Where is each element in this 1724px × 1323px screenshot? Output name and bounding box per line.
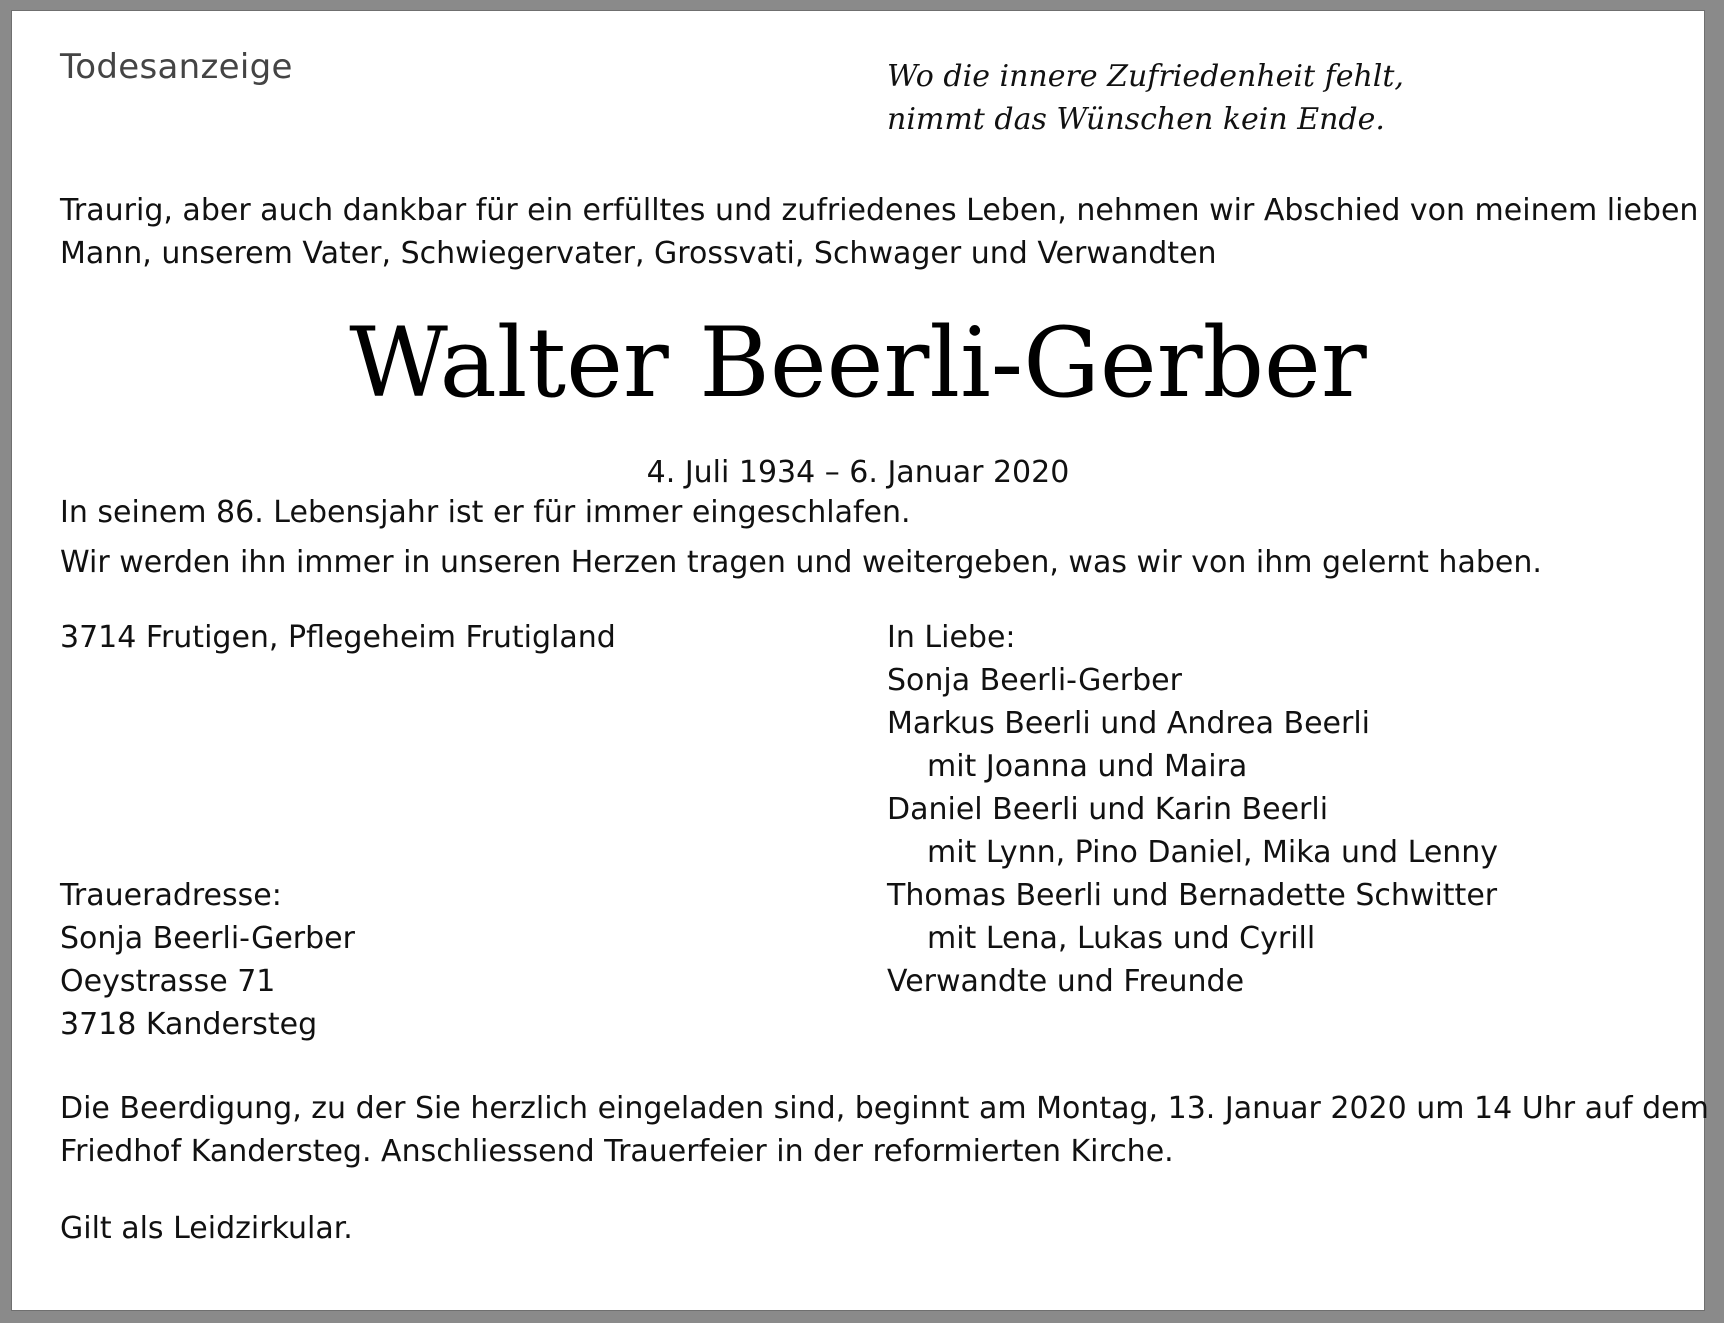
mourner-line: Markus Beerli und Andrea Beerli xyxy=(887,706,1371,741)
notice-heading: Todesanzeige xyxy=(60,47,293,87)
mourners-list xyxy=(887,616,1498,1003)
mourner-line: Daniel Beerli und Karin Beerli xyxy=(887,792,1329,827)
life-dates: 4. Juli 1934 – 6. Januar 2020 xyxy=(646,455,1070,490)
statements-second xyxy=(60,541,1542,584)
address-label: Traueradresse: xyxy=(60,878,282,913)
address-name: Sonja Beerli-Gerber xyxy=(60,921,355,956)
funeral-info xyxy=(60,1087,1709,1173)
statement-line-2: Wir werden ihn immer in unseren Herzen tragen und weitergeben, was wir von ihm gelernt haben. xyxy=(60,545,1542,580)
mourners-label: In Liebe: xyxy=(887,620,1016,655)
place-line: 3714 Frutigen, Pflegeheim Frutigland xyxy=(60,620,616,655)
mourner-line: Thomas Beerli und Bernadette Schwitter xyxy=(887,878,1498,913)
intro-paragraph xyxy=(60,189,1699,275)
mourner-line: mit Joanna und Maira xyxy=(927,749,1248,784)
funeral-line-1: Die Beerdigung, zu der Sie herzlich eingeladen sind, beginnt am Montag, 13. Januar 2020 um 14 Uhr auf dem xyxy=(60,1091,1709,1126)
intro-line-1: Traurig, aber auch dankbar für ein erfülltes und zufriedenes Leben, nehmen wir Abschied von meinem lieben xyxy=(60,193,1699,228)
mourning-address xyxy=(60,874,355,1046)
deceased-name: Walter Beerli-Gerber xyxy=(349,307,1367,419)
funeral-line-2: Friedhof Kandersteg. Anschliessend Trauerfeier in der reformierten Kirche. xyxy=(60,1134,1174,1169)
mourner-line: Sonja Beerli-Gerber xyxy=(887,663,1182,698)
statements xyxy=(60,491,911,534)
obituary-sheet xyxy=(12,11,1709,1310)
address-city: 3718 Kandersteg xyxy=(60,1007,318,1042)
intro-line-2: Mann, unserem Vater, Schwiegervater, Grossvati, Schwager und Verwandten xyxy=(60,236,1217,271)
motto-line-2: nimmt das Wünschen kein Ende. xyxy=(887,102,1385,137)
statement-line-1: In seinem 86. Lebensjahr ist er für immer eingeschlafen. xyxy=(60,495,911,530)
motto-quote xyxy=(887,55,1404,141)
motto-line-1: Wo die innere Zufriedenheit fehlt, xyxy=(887,59,1404,94)
mourner-line: mit Lynn, Pino Daniel, Mika und Lenny xyxy=(927,835,1499,870)
mourner-line: Verwandte und Freunde xyxy=(887,964,1245,999)
footer-note xyxy=(60,1207,353,1250)
footer-line: Gilt als Leidzirkular. xyxy=(60,1211,353,1246)
place-of-death xyxy=(60,616,616,659)
mourner-line: mit Lena, Lukas und Cyrill xyxy=(927,921,1316,956)
address-street: Oeystrasse 71 xyxy=(60,964,276,999)
